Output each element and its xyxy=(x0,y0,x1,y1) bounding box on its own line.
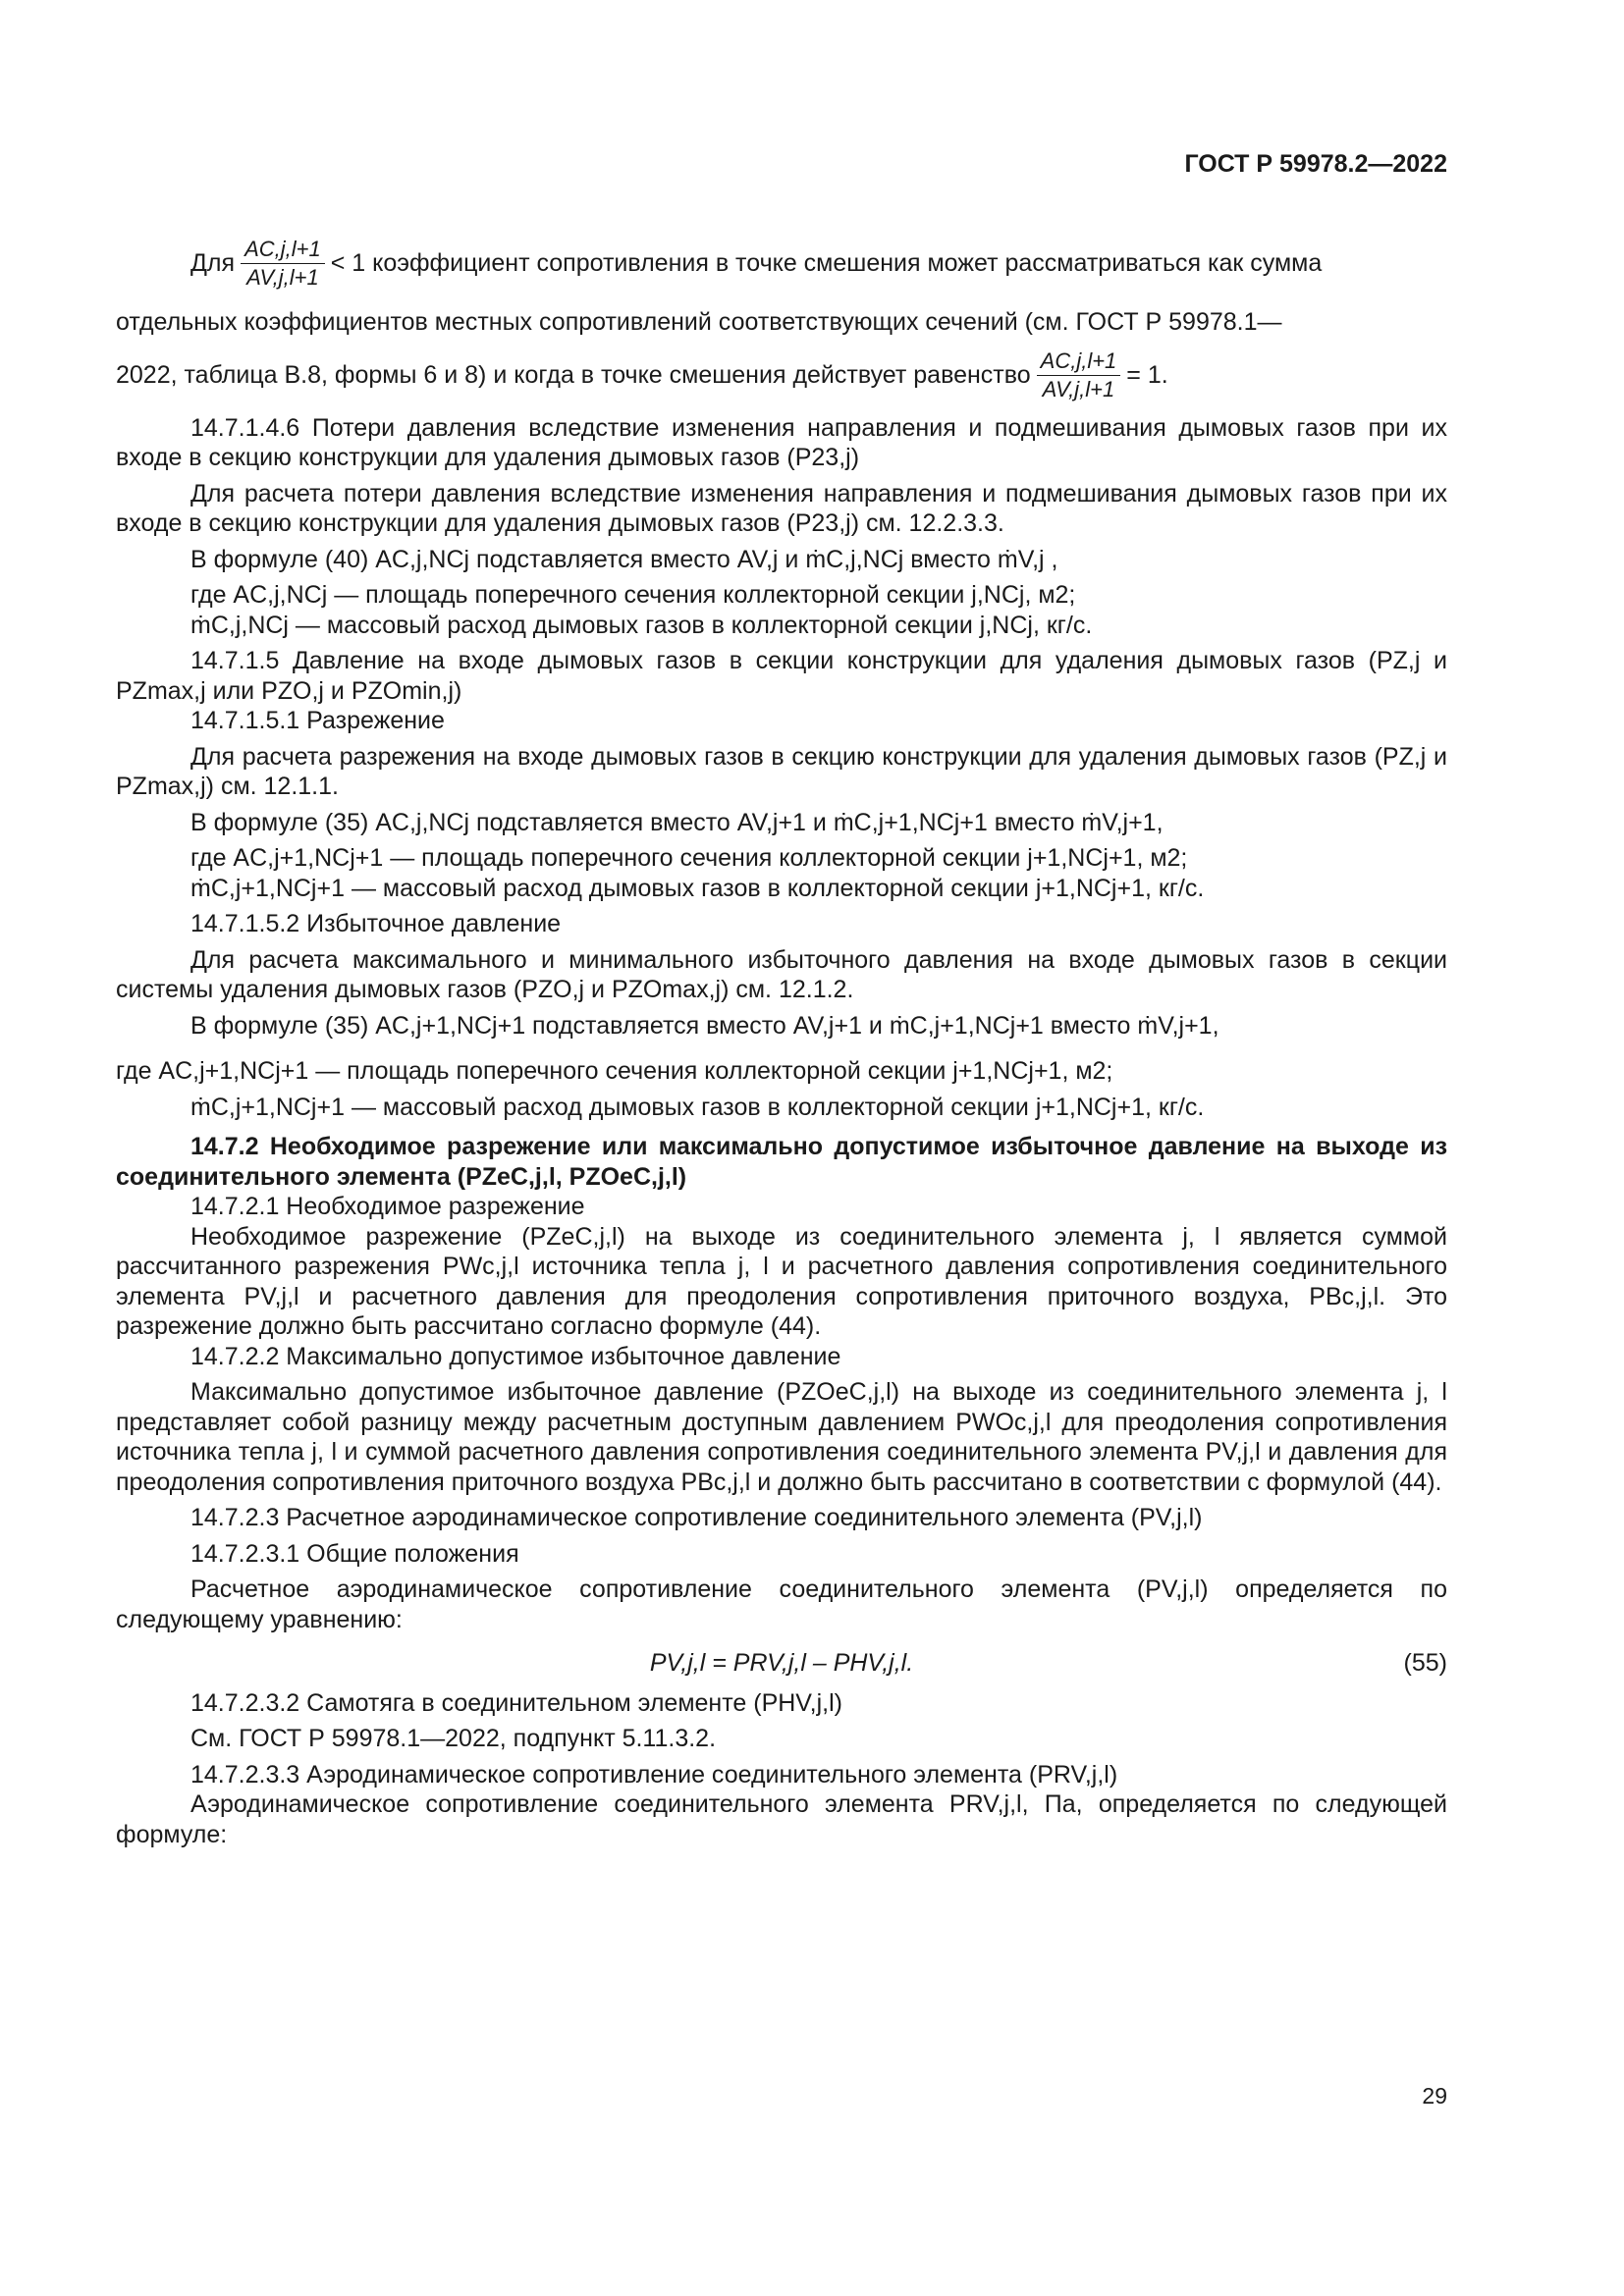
intro-rest: < 1 коэффициент сопротивления в точке смешения может рассматриваться как сумма xyxy=(330,249,1323,278)
variable-definition: ṁC,j+1,NCj+1 — массовый расход дымовых газов в коллекторной секции j+1,NCj+1, кг/с. xyxy=(190,1093,1205,1121)
clause-14-7-1-5-2: 14.7.1.5.2 Избыточное давление xyxy=(190,910,562,937)
intro-line-2: отдельных коэффициентов местных сопротивлений соответствующих сечений (см. ГОСТ Р 59978.1— xyxy=(116,308,1282,336)
document-body xyxy=(116,236,1447,1849)
clause-14-7-1-4-6: 14.7.1.4.6 Потери давления вследствие изменения направления и подмешивания дымовых газов при их входе в секцию конструкции для удаления дымовых газов (P23,j) xyxy=(116,413,1447,471)
clause-14-7-2-2: 14.7.2.2 Максимально допустимое избыточное давление xyxy=(190,1342,841,1370)
fraction-numerator: AC,j,l+1 xyxy=(1037,347,1121,376)
variable-definition: ṁC,j+1,NCj+1 — массовый расход дымовых газов в коллекторной секции j+1,NCj+1, кг/с. xyxy=(190,874,1205,902)
formula-substitution: В формуле (35) AC,j,NCj подставляется вместо AV,j+1 и ṁC,j+1,NCj+1 вместо ṁV,j+1, xyxy=(190,808,1164,836)
paragraph: Для расчета разрежения на входе дымовых газов в секцию конструкции для удаления дымовых газов (PZ,j и PZmax,j) см. 12.1.1. xyxy=(116,742,1447,800)
clause-14-7-1-5-1: 14.7.1.5.1 Разрежение xyxy=(190,707,445,734)
clause-14-7-1-5: 14.7.1.5 Давление на входе дымовых газов в секции конструкции для удаления дымовых газов (PZ,j и PZmax,j или PZO,j и PZOmin,j) xyxy=(116,647,1447,705)
paragraph: Аэродинамическое сопротивление соединительного элемента PRV,j,l, Па, определяется по следующей формуле: xyxy=(116,1790,1447,1848)
intro-line-3-end: = 1. xyxy=(1126,360,1168,389)
clause-14-7-2-3-3: 14.7.2.3.3 Аэродинамическое сопротивление соединительного элемента (PRV,j,l) xyxy=(190,1760,1118,1789)
section-heading-14-7-2: 14.7.2 Необходимое разрежение или максимально допустимое избыточное давление на выходе из соединительного элемента (PZeC,j,l, PZOeC,j,l) xyxy=(116,1133,1447,1191)
reference-line: См. ГОСТ Р 59978.1—2022, подпункт 5.11.3.2. xyxy=(190,1725,717,1752)
formula-substitution: В формуле (40) AC,j,NCj подставляется вместо AV,j и ṁC,j,NCj вместо ṁV,j , xyxy=(190,545,1058,573)
variable-definition: где AC,j+1,NCj+1 — площадь поперечного сечения коллекторной секции j+1,NCj+1, м2; xyxy=(116,1057,1113,1085)
paragraph: Максимально допустимое избыточное давление (PZOeC,j,l) на выходе из соединительного элемента j, l представляет собой разницу между расчетным доступным давлением PWOc,j,l для преодоления сопротивления источника тепла j, l и суммой расчетного давления сопротивления соединительного элемента PV,j,l и давления для преодоления сопротивления приточного воздуха PBc,j,l и должно быть рассчитано в соответствии с формулой (44). xyxy=(116,1378,1447,1496)
document-header: ГОСТ Р 59978.2—2022 xyxy=(1184,150,1447,178)
fraction-denominator: AV,j,l+1 xyxy=(1042,376,1115,401)
paragraph: Расчетное аэродинамическое сопротивление соединительного элемента (PV,j,l) определяется по следующему уравнению: xyxy=(116,1575,1447,1633)
equation-body: PV,j,l = PRV,j,l – PHV,j,l. xyxy=(649,1649,914,1677)
equation-number: (55) xyxy=(1403,1649,1447,1677)
intro-word: Для xyxy=(190,249,236,278)
equality-fraction xyxy=(1037,347,1121,403)
intro-line-3 xyxy=(116,347,1447,403)
fraction-numerator: AC,j,l+1 xyxy=(241,236,325,264)
clause-14-7-2-3-2: 14.7.2.3.2 Самотяга в соединительном элементе (PHV,j,l) xyxy=(190,1688,843,1717)
paragraph: Для расчета максимального и минимального избыточного давления на входе дымовых газов в секции системы удаления дымовых газов (PZO,j и PZOmax,j) см. 12.1.2. xyxy=(116,945,1447,1003)
intro-line-1 xyxy=(116,236,1447,292)
paragraph: Для расчета потери давления вследствие изменения направления и подмешивания дымовых газов при их входе в секцию конструкции для удаления дымовых газов (P23,j) см. 12.2.3.3. xyxy=(116,479,1447,537)
clause-14-7-2-1: 14.7.2.1 Необходимое разрежение xyxy=(190,1193,585,1220)
equation-55 xyxy=(116,1648,1447,1679)
clause-14-7-2-3: 14.7.2.3 Расчетное аэродинамическое сопротивление соединительного элемента (PV,j,l) xyxy=(190,1504,1203,1531)
variable-definition: где AC,j+1,NCj+1 — площадь поперечного сечения коллекторной секции j+1,NCj+1, м2; xyxy=(190,844,1188,872)
paragraph: Необходимое разрежение (PZeC,j,l) на выходе из соединительного элемента j, l является суммой рассчитанного разрежения PWc,j,l источника тепла j, l и расчетного давления сопротивления соединительного элемента PV,j,l и расчетного давления для преодоления сопротивления приточного воздуха, PBc,j,l. Это разрежение должно быть рассчитано согласно формуле (44). xyxy=(116,1222,1447,1340)
intro-line-3-text: 2022, таблица В.8, формы 6 и 8) и когда в точке смешения действует равенство xyxy=(116,360,1031,389)
variable-definition: где AC,j,NCj — площадь поперечного сечения коллекторной секции j,NCj, м2; xyxy=(190,581,1076,609)
variable-definition: ṁC,j,NCj — массовый расход дымовых газов в коллекторной секции j,NCj, кг/с. xyxy=(190,611,1093,639)
fraction-denominator: AV,j,l+1 xyxy=(246,265,319,290)
ratio-fraction xyxy=(241,236,325,292)
clause-14-7-2-3-1: 14.7.2.3.1 Общие положения xyxy=(190,1539,519,1568)
formula-substitution: В формуле (35) AC,j+1,NCj+1 подставляется вместо AV,j+1 и ṁC,j+1,NCj+1 вместо ṁV,j+1, xyxy=(190,1011,1219,1040)
page-number: 29 xyxy=(1422,2083,1447,2109)
